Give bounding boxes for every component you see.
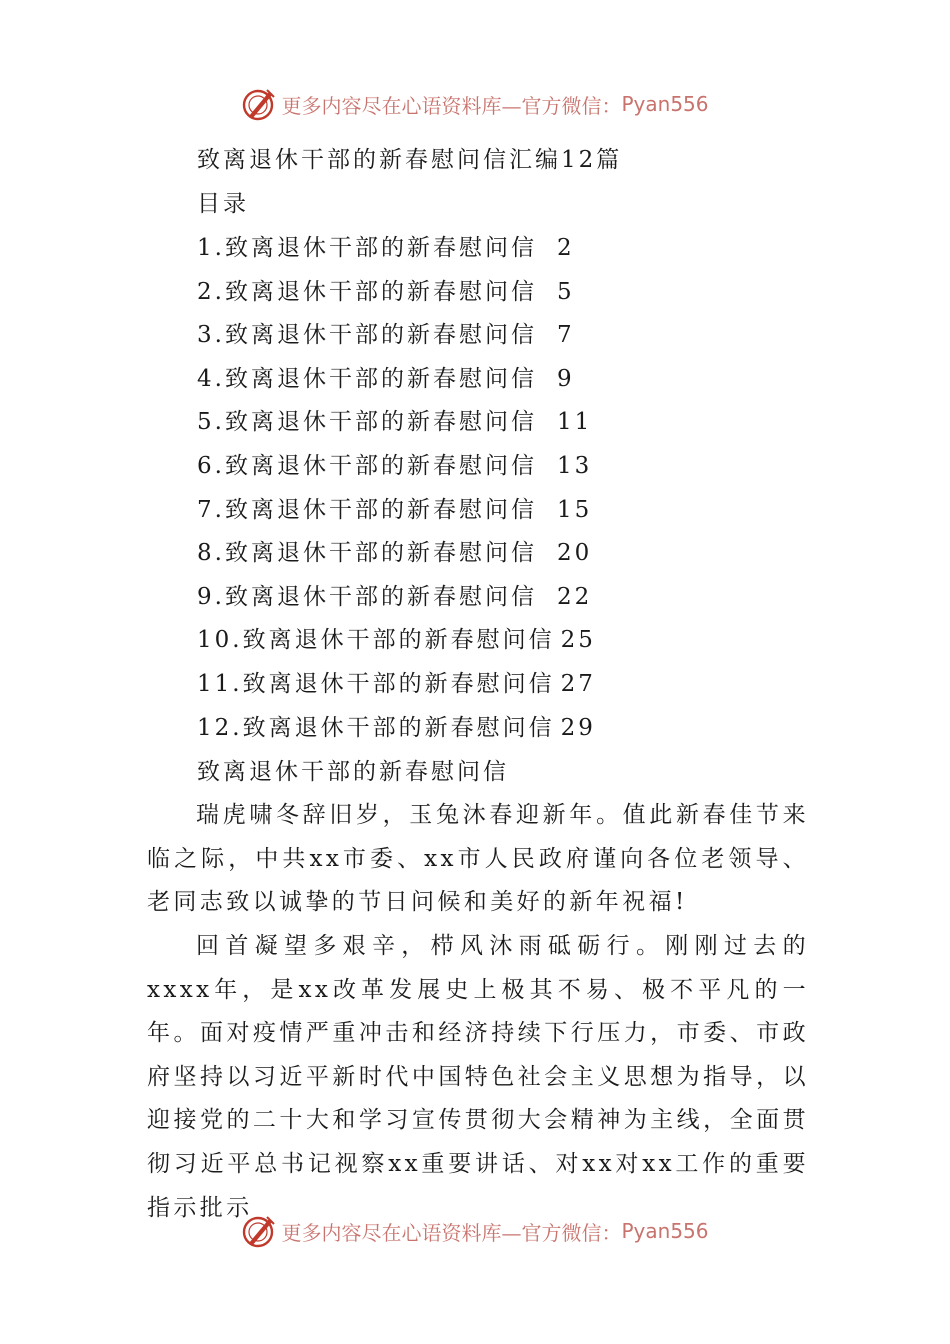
toc-item-number: 8. (197, 540, 225, 567)
toc-item (197, 495, 592, 525)
toc-item (197, 407, 592, 437)
toc-item-page: 25 (560, 627, 596, 654)
pen-logo-icon (241, 86, 277, 122)
toc-item-page: 7 (556, 322, 575, 349)
toc-item-number: 11. (197, 671, 243, 697)
toc-item (197, 451, 592, 481)
toc-item-page: 20 (556, 540, 593, 567)
footer-watermark (0, 1211, 950, 1251)
toc-item-title: 致离退休干部的新春慰问信 (224, 322, 537, 349)
pen-logo-icon (241, 1213, 277, 1249)
toc-item-title: 致离退休干部的新春慰问信 (224, 583, 537, 610)
toc-item-page: 2 (556, 235, 575, 261)
paragraph-1: 瑞虎啸冬辞旧岁，玉兔沐春迎新年。值此新春佳节来临之际，中共xx市委、xx市人民政府谨向各位老领导、老同志致以诚挚的节日问候和美好的新年祝福! (147, 802, 809, 916)
toc-item-number: 6. (197, 453, 225, 479)
toc-item-page: 22 (556, 583, 593, 610)
toc-item-title: 致离退休干部的新春慰问信 (224, 496, 537, 523)
toc-item-page: 15 (556, 496, 593, 523)
toc-item (197, 538, 592, 568)
watermark-id: Pyan556 (621, 92, 709, 116)
toc-item-page: 27 (560, 671, 596, 697)
toc-item (197, 364, 575, 394)
toc-item-title: 致离退休干部的新春慰问信 (224, 540, 537, 567)
toc-item-title: 致离退休干部的新春慰问信 (224, 278, 537, 305)
toc-item-number: 5. (197, 409, 225, 436)
toc-item-page: 5 (556, 278, 575, 305)
toc-item-number: 12. (197, 714, 243, 741)
toc-item-title: 致离退休干部的新春慰问信 (224, 409, 537, 436)
document-title: 致离退休干部的新春慰问信汇编12篇 (197, 147, 623, 173)
toc-item-title: 致离退休干部的新春慰问信 (242, 627, 555, 654)
toc-item (197, 582, 592, 612)
toc-item-number: 9. (197, 583, 225, 610)
toc-item (197, 277, 575, 307)
toc-item-title: 致离退休干部的新春慰问信 (242, 671, 555, 697)
toc-heading: 目录 (197, 191, 249, 217)
toc-item-title: 致离退休干部的新春慰问信 (242, 714, 555, 741)
toc-item-title: 致离退休干部的新春慰问信 (224, 365, 537, 392)
toc-item (197, 320, 575, 350)
toc-item-title: 致离退休干部的新春慰问信 (224, 235, 537, 261)
toc-item (197, 233, 575, 263)
toc-item-number: 4. (197, 365, 225, 392)
toc-item (197, 669, 596, 699)
toc-item-number: 10. (197, 627, 243, 654)
watermark-text: 更多内容尽在心语资料库—官方微信： (281, 1220, 622, 1245)
toc-item-page: 13 (556, 453, 593, 479)
toc-item-title: 致离退休干部的新春慰问信 (224, 453, 537, 479)
toc-item (197, 625, 596, 655)
toc-item-page: 9 (556, 365, 575, 392)
toc-item (197, 713, 596, 743)
section-title: 致离退休干部的新春慰问信 (197, 759, 509, 785)
toc-item-page: 29 (560, 714, 596, 741)
watermark-text: 更多内容尽在心语资料库—官方微信： (281, 93, 622, 118)
toc-item-number: 7. (197, 496, 225, 523)
toc-item-number: 3. (197, 322, 225, 349)
toc-item-page: 11 (556, 409, 593, 436)
toc-item-number: 1. (197, 235, 225, 261)
header-watermark (0, 84, 950, 124)
toc-item-number: 2. (197, 278, 225, 305)
paragraph-2: 回首凝望多艰辛，栉风沐雨砥砺行。刚刚过去的xxxx年，是xx改革发展史上极其不易、极不平凡的一年。面对疫情严重冲击和经济持续下行压力，市委、市政府坚持以习近平新时代中国特色社会主义思想为指导，以迎接党的二十大和学习宣传贯彻大会精神为主线，全面贯彻习近平总书记视察xx重要讲话、对xx对xx工作的重要指示批示 (147, 933, 809, 1221)
watermark-id: Pyan556 (621, 1219, 709, 1243)
